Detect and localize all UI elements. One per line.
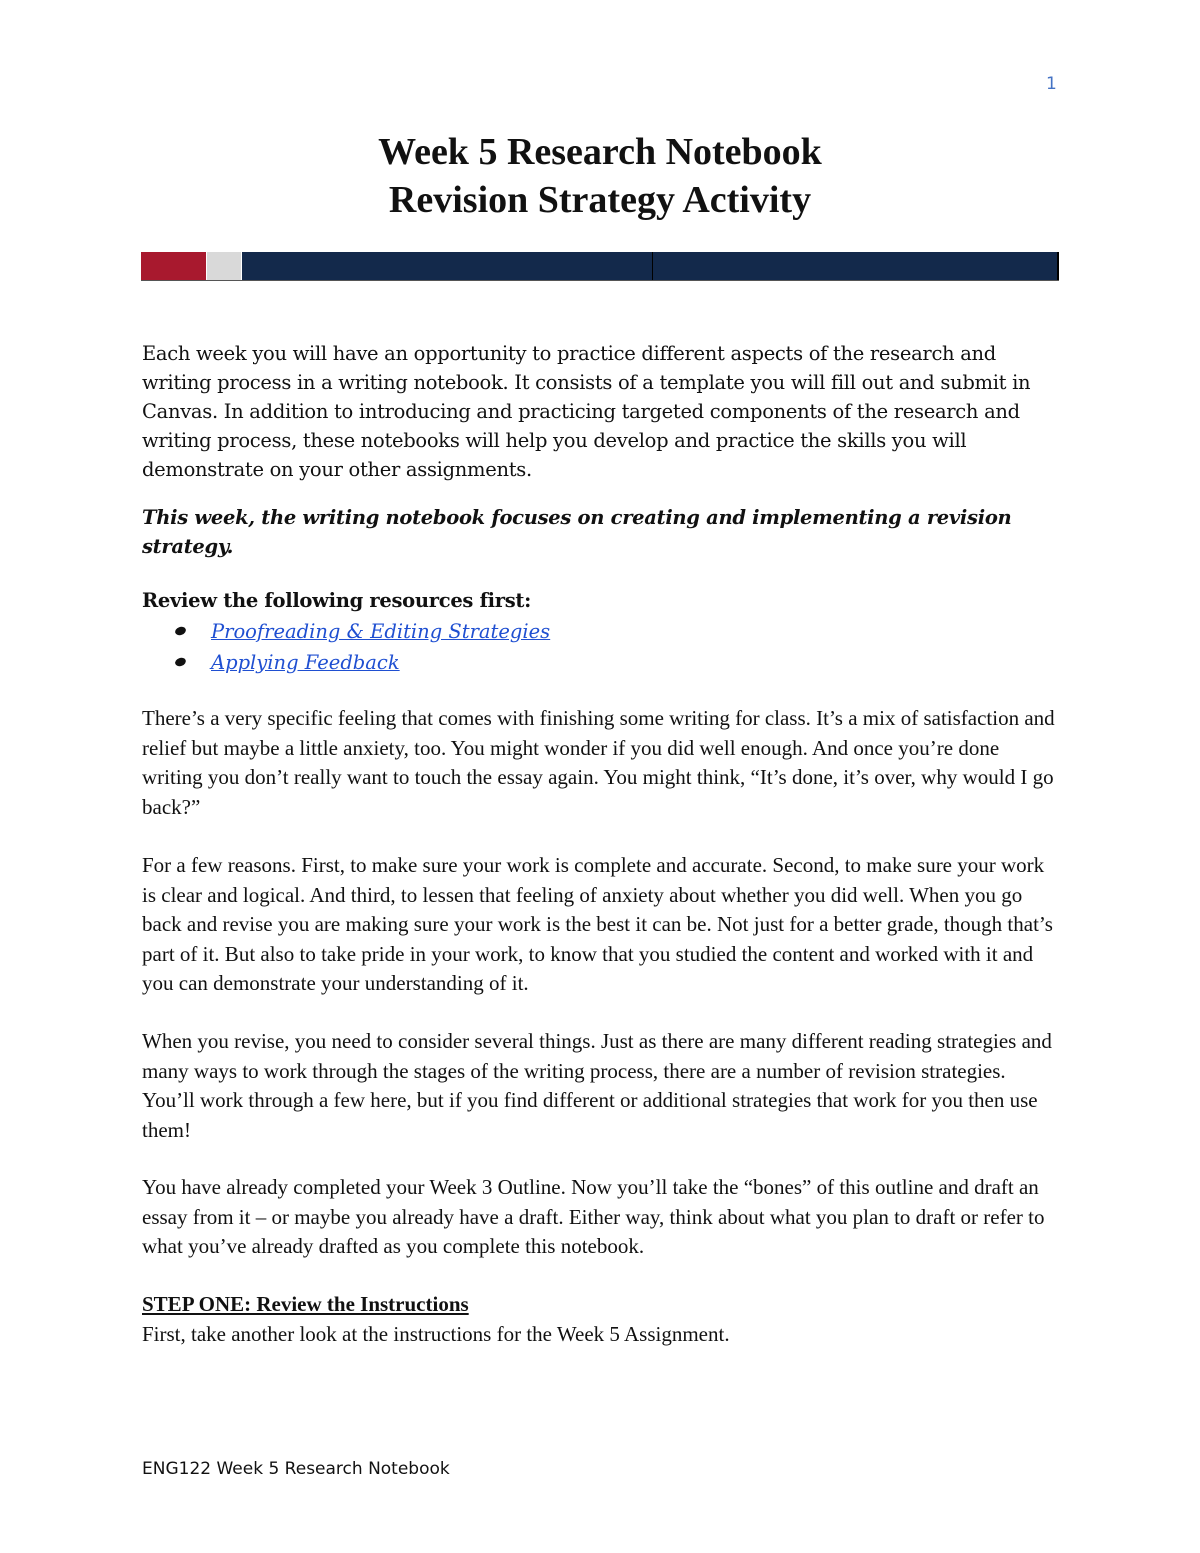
intro-paragraph: Each week you will have an opportunity to practice different aspects of the research and writing process in a writing notebook. It consists of a template you will fill out and submit in Canvas. In addition to introducing and practicing targeted components of the research and writing process, these notebooks will help you develop and practice the skills you will demonstrate on your other assignments. — [142, 342, 1031, 481]
step-one-heading: STEP ONE: Review the Instructions — [142, 1292, 469, 1316]
title-line-2: Revision Strategy Activity — [388, 179, 812, 221]
body-paragraph-1: There’s a very specific feeling that comes with finishing some writing for class. It’s a mix of satisfaction and relief but maybe a little anxiety, too. You might wonder if you did well enough. And once you’re done writing you don’t really want to touch the essay again. You might think, “It’s done, it’s over, why would I go back?” — [142, 706, 1055, 819]
body-paragraph-2: For a few reasons. First, to make sure your work is complete and accurate. Second, to make sure your work is clear and logical. And third, to lessen that feeling of anxiety about whether you did well. When you go back and revise you are making sure your work is the best it can be. Not just for a better grade, though that’s part of it. But also to take pride in your work, to know that you studied the content and worked with it and you can demonstrate your understanding of it. — [142, 853, 1053, 995]
link-proofreading-editing-strategies[interactable]: Proofreading & Editing Strategies — [211, 620, 551, 643]
body-paragraph-3: When you revise, you need to consider several things. Just as there are many different reading strategies and many ways to work through the stages of the writing process, there are a number of revision strategies. You’ll work through a few here, but if you find different or additional strategies that work for you then use them! — [142, 1029, 1052, 1142]
page-footer: ENG122 Week 5 Research Notebook — [142, 1459, 450, 1479]
decorative-color-bar — [141, 252, 1059, 281]
list-item — [170, 616, 550, 647]
step-one-text: First, take another look at the instructions for the Week 5 Assignment. — [142, 1322, 730, 1346]
focus-statement: This week, the writing notebook focuses on creating and implementing a revision strategy. — [142, 506, 1012, 558]
bullet-icon — [174, 625, 187, 636]
resource-list — [170, 616, 550, 678]
page-number: 1 — [1046, 74, 1057, 94]
bullet-icon — [174, 656, 187, 667]
link-applying-feedback[interactable]: Applying Feedback — [211, 651, 400, 674]
color-bar-red-segment — [141, 252, 206, 280]
color-bar-navy-segment-2 — [653, 252, 1059, 280]
body-paragraph-4: You have already completed your Week 3 Outline. Now you’ll take the “bones” of this outline and draft an essay from it – or maybe you already have a draft. Either way, think about what you plan to draft or refer to what you’ve already drafted as you complete this notebook. — [142, 1175, 1045, 1258]
document-title — [0, 128, 1200, 224]
resources-heading: Review the following resources first: — [142, 589, 532, 612]
color-bar-navy-segment-1 — [242, 252, 653, 280]
color-bar-gray-segment — [206, 252, 242, 280]
title-line-1: Week 5 Research Notebook — [378, 131, 822, 173]
list-item — [170, 647, 550, 678]
